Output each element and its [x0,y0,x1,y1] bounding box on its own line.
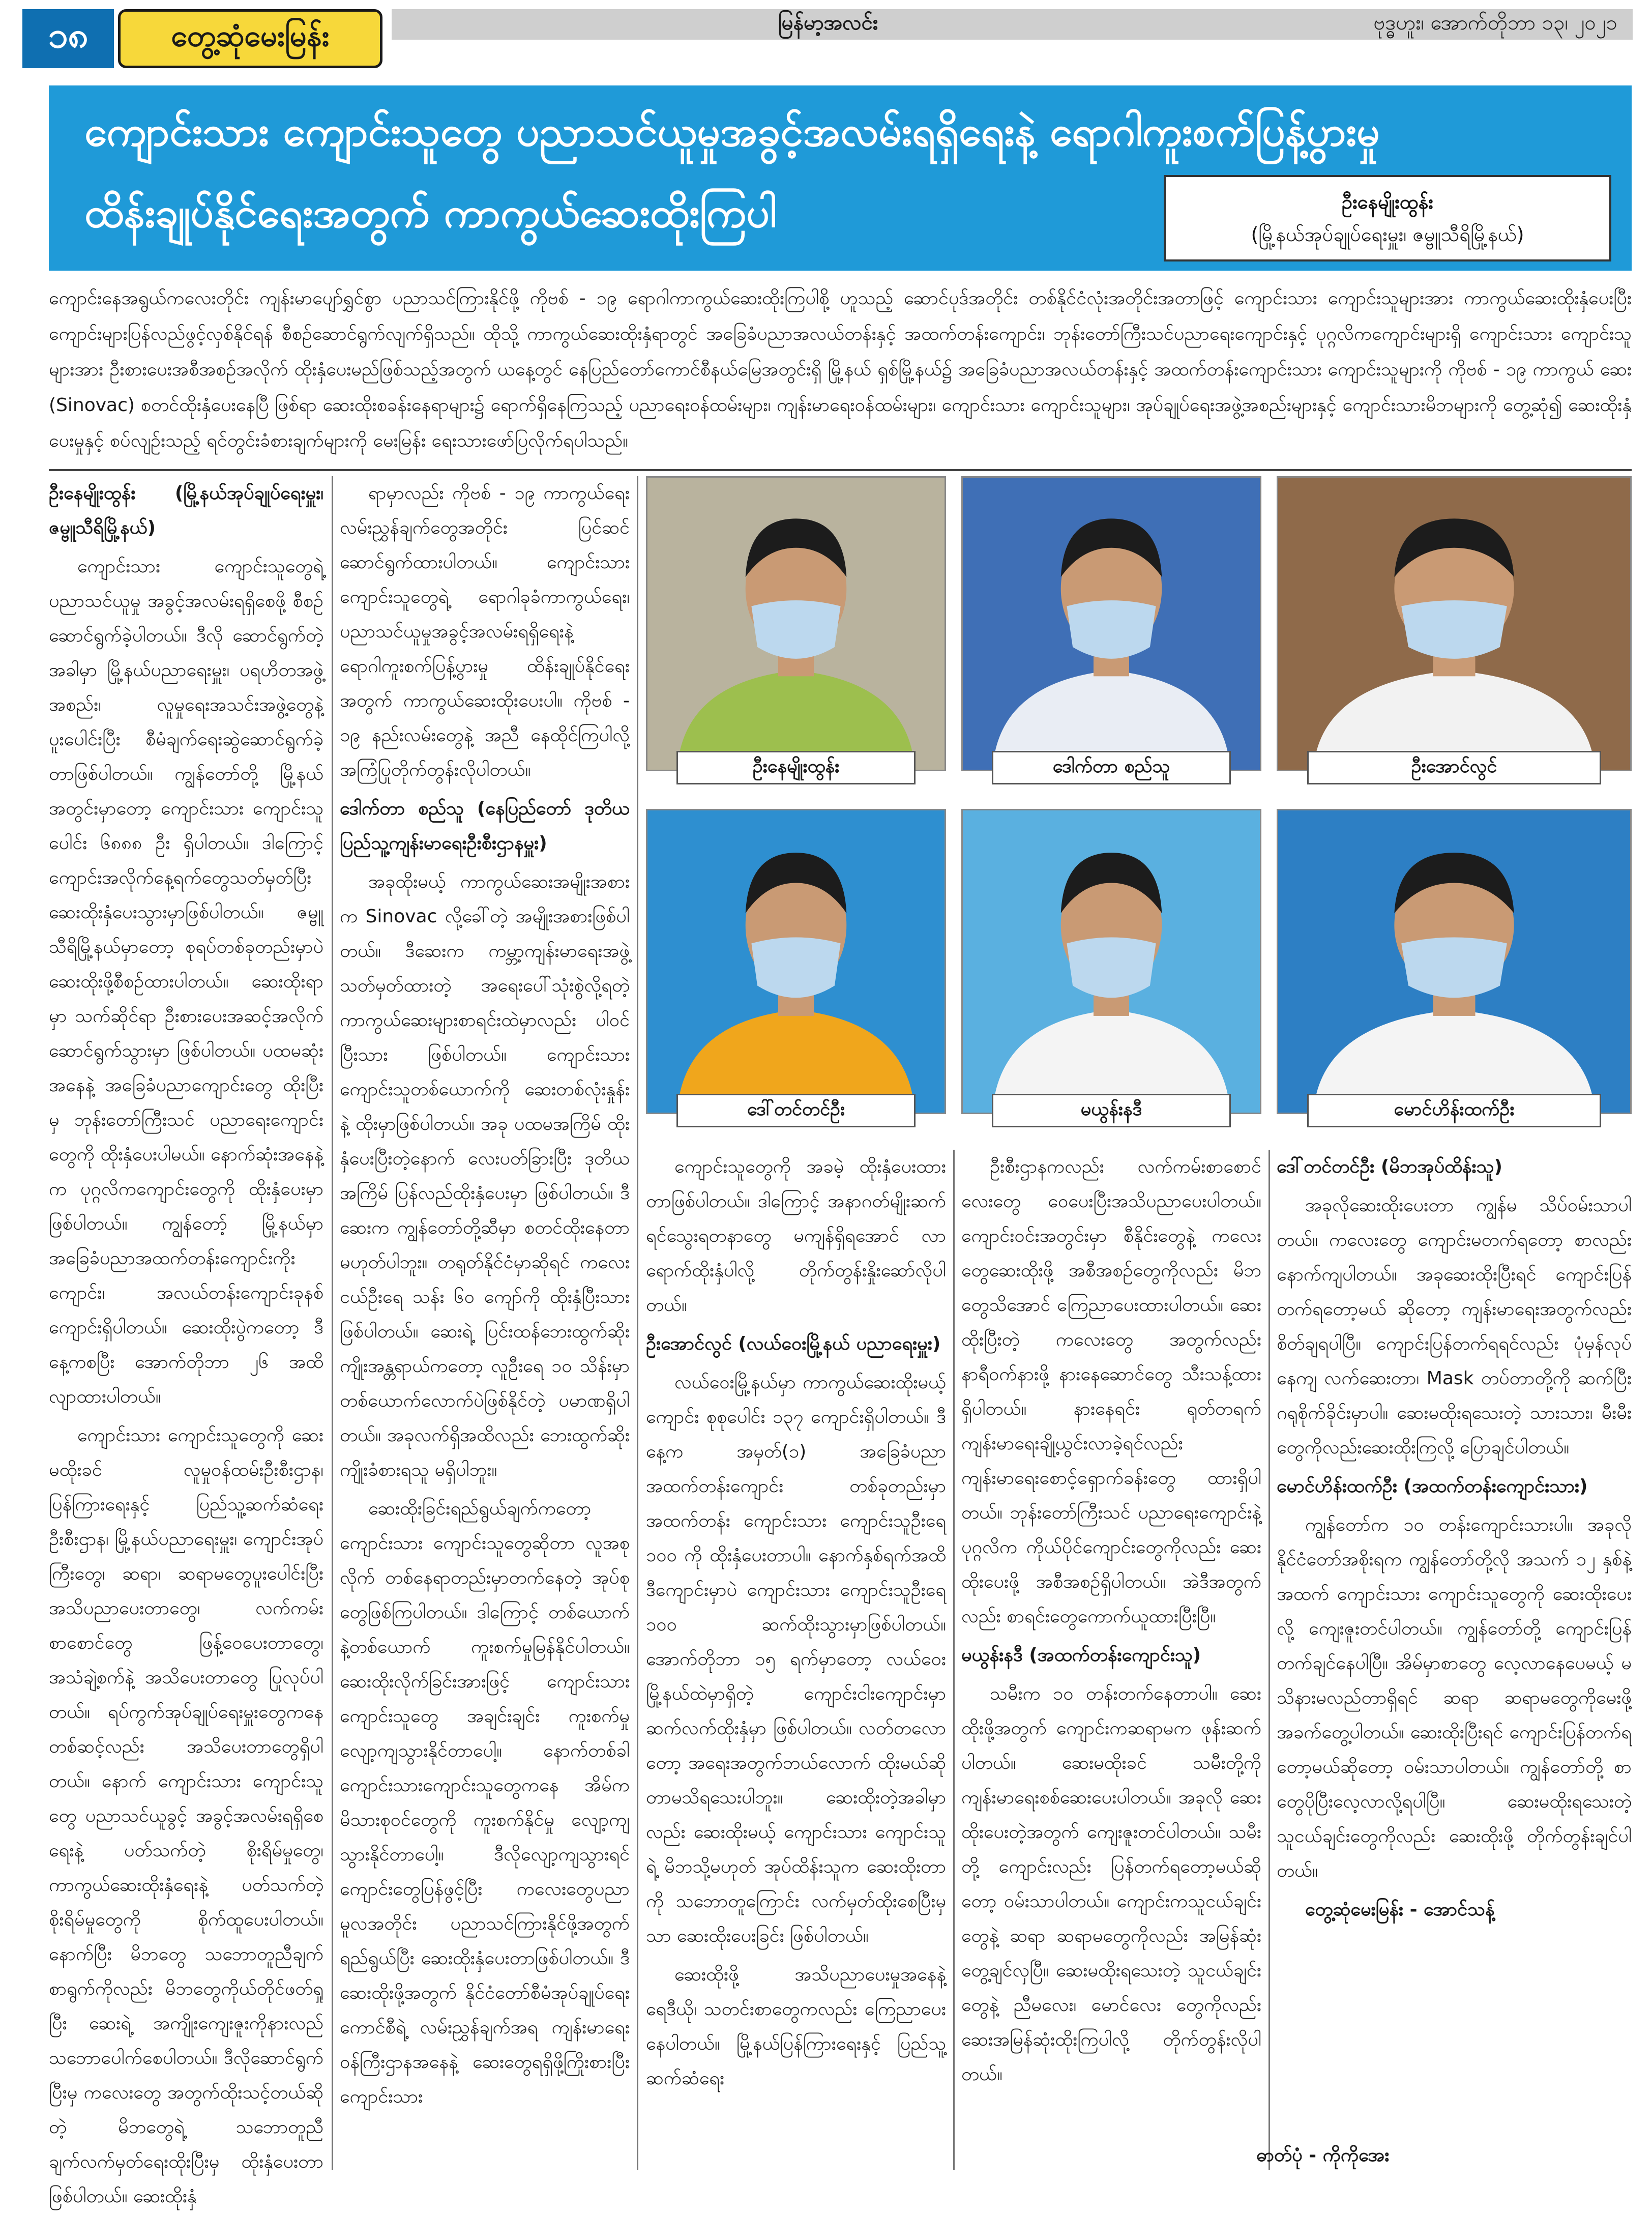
headline-box [49,85,1632,271]
paragraph: ဆေးထိုးခြင်းရည်ရွယ်ချက်ကတော့ ကျောင်းသား ကျောင်းသူတွေဆိုတာ လူအစုလိုက် တစ်နေရာတည်းမှာတက်နေတဲ့ အုပ်စုတွေဖြစ်ကြပါတယ်။ ဒါကြောင့် တစ်ယောက်နဲ့တစ်ယောက် ကူးစက်မှုမြန်နိုင်ပါတယ်။ ဆေးထိုးလိုက်ခြင်းအားဖြင့် ကျောင်းသား ကျောင်းသူတွေ အချင်းချင်း ကူးစက်မှု လျော့ကျသွားနိုင်တာပေါ့။ နောက်တစ်ခါ ကျောင်းသားကျောင်းသူတွေကနေ အိမ်ကမိသားစုဝင်တွေကို ကူးစက်နိုင်မှု လျော့ကျသွားနိုင်တာပေါ့။ ဒီလိုလျော့ကျသွားရင် ကျောင်းတွေပြန်ဖွင့်ပြီး ကလေးတွေပညာ မူလအတိုင်း ပညာသင်ကြားနိုင်ဖို့အတွက် ရည်ရွယ်ပြီး ဆေးထိုးနှံပေးတာဖြစ်ပါတယ်။ ဒီဆေးထိုးဖို့အတွက် နိုင်ငံတော်စီမံအုပ်ချုပ်ရေးကောင်စီရဲ့ လမ်းညွှန်ချက်အရ ကျန်းမာရေးဝန်ကြီးဌာနအနေနဲ့ ဆေးတွေရရှိဖို့ကြိုးစားပြီး ကျောင်းသား [340,1498,630,2107]
photo-caption: မောင်ဟိန်းထက်ဦး [1307,1094,1601,1127]
speaker-heading: ဦးနေမျိုးထွန်း (မြို့နယ်အုပ်ချုပ်ရေးမှူး၊ ဇမ္ဗူသီရိမြို့နယ်) [49,483,323,538]
photo-caption: ဦးအောင်လွင် [1307,751,1601,784]
portrait-photo [961,809,1261,1114]
column-divider [637,476,638,2170]
paragraph: ကျောင်းသား ကျောင်းသူတွေကို ဆေးမထိုးခင် လူမှုဝန်ထမ်းဦးစီးဌာန၊ ပြန်ကြားရေးနှင့် ပြည်သူ့ဆက်ဆံရေးဦးစီးဌာန၊ မြို့နယ်ပညာရေးမှူး၊ ကျောင်းအုပ်ကြီးတွေ၊ ဆရာ၊ ဆရာမတွေပူးပေါင်းပြီး အသိပညာပေးတာတွေ၊ လက်ကမ်းစာစောင်တွေ ဖြန့်ဝေပေးတာတွေ၊ အသံချဲ့စက်နဲ့ အသိပေးတာတွေ ပြုလုပ်ပါတယ်။ ရပ်ကွက်အုပ်ချုပ်ရေးမှူးတွေကနေတစ်ဆင့်လည်း အသိပေးတာတွေရှိပါတယ်။ နောက် ကျောင်းသား ကျောင်းသူတွေ ပညာသင်ယူခွင့် အခွင့်အလမ်းရရှိစေရေးနဲ့ ပတ်သက်တဲ့ စိုးရိမ်မှုတွေ၊ ကာကွယ်ဆေးထိုးနှံရေးနဲ့ ပတ်သက်တဲ့ စိုးရိမ်မှုတွေကို စိုက်ထူပေးပါတယ်။ နောက်ပြီး မိဘတွေ သဘောတူညီချက်စာရွက်ကိုလည်း မိဘတွေကိုယ်တိုင်ဖတ်ရှုပြီး ဆေးရဲ့ အကျိုးကျေးဇူးကိုနားလည် သဘောပေါက်စေပါတယ်။ ဒီလိုဆောင်ရွက်ပြီးမှ ကလေးတွေ အတွက်ထိုးသင့်တယ်ဆိုတဲ့ မိဘတွေရဲ့ သဘောတူညီချက်လက်မှတ်ရေးထိုးပြီးမှ ထိုးနှံပေးတာဖြစ်ပါတယ်။ ဆေးထိုးနှံ [49,1425,323,2207]
paragraph: ဦးစီးဌာနကလည်း လက်ကမ်းစာစောင်လေးတွေ ဝေပေးပြီးအသိပညာပေးပါတယ်။ ကျောင်းဝင်းအတွင်းမှာ စီနိုင်းတွေနဲ့ ကလေးတွေဆေးထိုးဖို့ အစီအစဉ်တွေကိုလည်း မိဘတွေသိအောင် ကြေညာပေးထားပါတယ်။ ဆေးထိုးပြီးတဲ့ ကလေးတွေ အတွက်လည်း နာရီဝက်နားဖို့ နားနေဆောင်တွေ သီးသန့်ထားရှိပါတယ်။ နားနေရင်း ရုတ်တရက် ကျန်းမာရေးချို့ယွင်းလာခဲ့ရင်လည်း ကျန်းမာရေးစောင့်ရှောက်ခန်းတွေ ထားရှိပါတယ်။ ဘုန်းတော်ကြီးသင် ပညာရေးကျောင်းနဲ့ ပုဂ္ဂလိက ကိုယ်ပိုင်ကျောင်းတွေကိုလည်း ဆေးထိုးပေးဖို့ အစီအစဉ်ရှိပါတယ်။ အဲဒီအတွက်လည်း စာရင်းတွေကောက်ယူထားပြီးပြီ။ [961,1156,1261,1627]
portrait-photo [646,809,946,1114]
issue-date: ဗုဒ္ဓဟူး၊ အောက်တိုဘာ ၁၃၊ ၂၀၂၁ [1373,11,1617,35]
portrait-photo [646,476,946,771]
paragraph: ဆေးထိုးဖို့ အသိပညာပေးမှုအနေနဲ့ ရေဒီယို၊ သတင်းစာတွေကလည်း ကြေညာပေးနေပါတယ်။ မြို့နယ်ပြန်ကြားရေးနှင့် ပြည်သူ့ဆက်ဆံရေး [646,1964,946,2089]
byline-name: ဦးနေမျိုးထွန်း [1342,191,1433,213]
intro-paragraph: ကျောင်းနေအရွယ်ကလေးတိုင်း ကျန်းမာပျော်ရွှင်စွာ ပညာသင်ကြားနိုင်ဖို့ ကိုဗစ် - ၁၉ ရောဂါကာကွယ်ဆေးထိုးကြပါစို့ ဟူသည့် ဆောင်ပုဒ်အတိုင်း တစ်နိုင်ငံလုံးအတိုင်းအတာဖြင့် ကျောင်းသား ကျောင်းသူများအား ကာကွယ်ဆေးထိုးနှံပေးပြီး ကျောင်းများပြန်လည်ဖွင့်လှစ်နိုင်ရန် စီစဉ်ဆောင်ရွက်လျက်ရှိသည်။ ထိုသို့ ကာကွယ်ဆေးထိုးနှံရာတွင် အခြေခံပညာအလယ်တန်းနှင့် အထက်တန်းကျောင်း၊ ဘုန်းတော်ကြီးသင်ပညာရေးကျောင်းနှင့် ပုဂ္ဂလိကကျောင်းများရှိ ကျောင်းသား ကျောင်းသူများအား ဦးစားပေးအစီအစဉ်အလိုက် ထိုးနှံပေးမည်ဖြစ်သည့်အတွက် ယနေ့တွင် နေပြည်တော်ကောင်စီနယ်မြေအတွင်းရှိ မြို့နယ် ရှစ်မြို့နယ်၌ အခြေခံပညာအလယ်တန်းနှင့် အထက်တန်းကျောင်းသား ကျောင်းသူများကို ကိုဗစ် - ၁၉ ကာကွယ် ဆေး (Sinovac) စတင်ထိုးနှံပေးနေပြီ ဖြစ်ရာ ဆေးထိုးစခန်းနေရာများ၌ ရောက်ရှိနေကြသည့် ပညာရေးဝန်ထမ်းများ၊ ကျန်းမာရေးဝန်ထမ်းများ၊ ကျောင်းသား ကျောင်းသူများ၊ အုပ်ချုပ်ရေးအဖွဲ့အစည်းများနှင့် ကျောင်းသားမိဘများကို တွေ့ဆုံ၍ ဆေးထိုးနှံပေးမှုနှင့် စပ်လျဉ်းသည့် ရင်တွင်းခံစားချက်များကို မေးမြန်း ရေးသားဖော်ပြလိုက်ရပါသည်။ [49,288,1632,451]
headline-line-2: ထိန်းချုပ်နိုင်ရေးအတွက် ကာကွယ်ဆေးထိုးကြပါ [84,189,777,237]
paragraph: သမီးက ၁၀ တန်းတက်နေတာပါ။ ဆေးထိုးဖို့အတွက် ကျောင်းကဆရာမက ဖုန်းဆက်ပါတယ်။ ဆေးမထိုးခင် သမီးတို့ကို ကျန်းမာရေးစစ်ဆေးပေးပါတယ်။ အခုလို ဆေးထိုးပေးတဲ့အတွက် ကျေးဇူးတင်ပါတယ်။ သမီးတို့ ကျောင်းလည်း ပြန်တက်ရတော့မယ်ဆိုတော့ ဝမ်းသာပါတယ်။ ကျောင်းကသူငယ်ချင်းတွေနဲ့ ဆရာ ဆရာမတွေကိုလည်း အမြန်ဆုံးတွေ့ချင်လှပြီ။ ဆေးမထိုးရသေးတဲ့ သူငယ်ချင်းတွေနဲ့ ညီမလေး၊ မောင်လေး တွေကိုလည်း ဆေးအမြန်ဆုံးထိုးကြပါလို့ တိုက်တွန်းလိုပါတယ်။ [961,1683,1261,2085]
photo-caption: ဒေါက်တာ စည်သူ [992,751,1231,784]
paragraph: ရာမှာလည်း ကိုဗစ် - ၁၉ ကာကွယ်ရေး လမ်းညွှန်ချက်တွေအတိုင်း ပြင်ဆင်ဆောင်ရွက်ထားပါတယ်။ ကျောင်းသား ကျောင်းသူတွေရဲ့ ရောဂါခုခံကာကွယ်ရေး၊ ပညာသင်ယူမှုအခွင့်အလမ်းရရှိရေးနဲ့ ရောဂါကူးစက်ပြန့်ပွားမှု ထိန်းချုပ်နိုင်ရေးအတွက် ကာကွယ်ဆေးထိုးပေးပါ။ ကိုဗစ် - ၁၉ နည်းလမ်းတွေနဲ့ အညီ နေထိုင်ကြပါလို့ အကြံပြုတိုက်တွန်းလိုပါတယ်။ [340,483,630,780]
portrait-photo [961,476,1261,771]
photo-caption: မယွန်းနဒီ [992,1094,1231,1127]
column-2 [340,476,630,2175]
masthead-bar [392,9,1633,40]
paragraph: ကျွန်တော်က ၁၀ တန်းကျောင်းသားပါ။ အခုလိုနိုင်ငံတော်အစိုးရက ကျွန်တော်တို့လို အသက် ၁၂ နှစ်နဲ့အထက် ကျောင်းသား ကျောင်းသူတွေကို ဆေးထိုးပေးလို့ ကျေးဇူးတင်ပါတယ်။ ကျွန်တော်တို့ ကျောင်းပြန်တက်ချင်နေပါပြီ။ အိမ်မှာစာတွေ လေ့လာနေပေမယ့် မသိနားမလည်တာရှိရင် ဆရာ ဆရာမတွေကိုမေးဖို့ အခက်တွေ့ပါတယ်။ ဆေးထိုးပြီးရင် ကျောင်းပြန်တက်ရတော့မယ်ဆိုတော့ ဝမ်းသာပါတယ်။ ကျွန်တော်တို့ စာတွေပိုပြီးလေ့လာလို့ရပါပြီ။ ဆေးမထိုးရသေးတဲ့သူငယ်ချင်းတွေကိုလည်း ဆေးထိုးဖို့ တိုက်တွန်းချင်ပါတယ်။ [1277,1514,1632,1881]
speaker-heading: ဒေါက်တာ စည်သူ (နေပြည်တော် ဒုတိယ ပြည်သူ့ကျန်းမာရေးဦးစီးဌာနမှူး) [340,798,630,854]
speaker-heading: မယွန်းနဒီ (အထက်တန်းကျောင်းသူ) [961,1645,1201,1666]
intro-divider [49,469,1632,471]
column-3 [646,1150,946,2172]
column-4 [961,1150,1261,2172]
paragraph: လယ်ဝေးမြို့နယ်မှာ ကာကွယ်ဆေးထိုးမယ့်ကျောင်း စုစုပေါင်း ၁၃၇ ကျောင်းရှိပါတယ်။ ဒီနေ့က အမှတ်(၁) အခြေခံပညာအထက်တန်းကျောင်း တစ်ခုတည်းမှာ အထက်တန်း ကျောင်းသား ကျောင်းသူဦးရေ ၁၀၀ ကို ထိုးနှံပေးတာပါ။ နောက်နှစ်ရက်အထိ ဒီကျောင်းမှာပဲ ကျောင်းသား ကျောင်းသူဦးရေ ၁၀၀ ဆက်ထိုးသွားမှာဖြစ်ပါတယ်။ အောက်တိုဘာ ၁၅ ရက်မှာတော့ လယ်ဝေးမြို့နယ်ထဲမှာရှိတဲ့ ကျောင်းငါးကျောင်းမှာ ဆက်လက်ထိုးနှံမှာ ဖြစ်ပါတယ်။ လတ်တလောတော့ အရေးအတွက်ဘယ်လောက် ထိုးမယ်ဆိုတာမသိရသေးပါဘူး။ ဆေးထိုးတဲ့အခါမှာလည်း ဆေးထိုးမယ့် ကျောင်းသား ကျောင်းသူရဲ့ မိဘသို့မဟုတ် အုပ်ထိန်းသူက ဆေးထိုးတာကို သဘောတူကြောင်း လက်မှတ်ထိုးစေပြီးမှသာ ဆေးထိုးပေးခြင်း ဖြစ်ပါတယ်။ [646,1372,946,1946]
speaker-heading: ဒေါ်တင်တင်ဦး (မိဘအုပ်ထိန်းသူ) [1277,1156,1502,1177]
byline-box [1164,175,1611,261]
column-divider [332,476,333,2170]
column-5 [1277,1150,1632,2139]
column-divider [1268,1150,1270,2170]
photo-credit: ဓာတ်ပုံ - ကိုကိုအေး [1256,2145,1390,2166]
interview-credit: တွေ့ဆုံမေးမြန်း - အောင်သန့် [1305,1899,1495,1920]
photo-caption: ဒေါ်တင်တင်ဦး [676,1094,916,1127]
photo-caption: ဦးနေမျိုးထွန်း [676,751,916,784]
paragraph: ကျောင်းသူတွေကို အခမဲ့ ထိုးနှံပေးထားတာဖြစ်ပါတယ်။ ဒါကြောင့် အနာဂတ်မျိုးဆက်ရင်သွေးရတနာတွေ မကျန်ရှိရအောင် လာရောက်ထိုးနှံပါလို့ တိုက်တွန်းနှိုးဆော်လိုပါတယ်။ [646,1156,946,1316]
portrait-photo [1277,809,1632,1114]
portrait-photo [1277,476,1632,771]
column-divider [953,1150,955,2170]
byline-title: (မြို့နယ်အုပ်ချုပ်ရေးမှူး၊ ဇမ္ဗူသီရိမြို့နယ်) [1251,223,1524,246]
column-1 [49,476,323,2207]
paragraph: ကျောင်းသား ကျောင်းသူတွေရဲ့ ပညာသင်ယူမှု အခွင့်အလမ်းရရှိစေဖို့ စီစဉ်ဆောင်ရွက်ခဲ့ပါတယ်။ ဒီလို ဆောင်ရွက်တဲ့အခါမှာ မြို့နယ်ပညာရေးမှူး၊ ပရဟိတအဖွဲ့အစည်း၊ လူမှုရေးအသင်းအဖွဲ့တွေနဲ့ ပူးပေါင်းပြီး စီမံချက်ရေးဆွဲဆောင်ရွက်ခဲ့တာဖြစ်ပါတယ်။ ကျွန်တော်တို့ မြို့နယ်အတွင်းမှာတော့ ကျောင်းသား ကျောင်းသူပေါင်း ၆၈၈၈ ဦး ရှိပါတယ်။ ဒါကြောင့် ကျောင်းအလိုက်နေ့ရက်တွေသတ်မှတ်ပြီး ဆေးထိုးနှံပေးသွားမှာဖြစ်ပါတယ်။ ဇမ္ဗူသီရိမြို့နယ်မှာတော့ စုရပ်တစ်ခုတည်းမှာပဲ ဆေးထိုးဖို့စီစဉ်ထားပါတယ်။ ဆေးထိုးရာမှာ သက်ဆိုင်ရာ ဦးစားပေးအဆင့်အလိုက် ဆောင်ရွက်သွားမှာ ဖြစ်ပါတယ်။ ပထမဆုံးအနေနဲ့ အခြေခံပညာကျောင်းတွေ ထိုးပြီးမှ ဘုန်းတော်ကြီးသင် ပညာရေးကျောင်းတွေကို ထိုးနှံပေးပါမယ်။ နောက်ဆုံးအနေနဲ့က ပုဂ္ဂလိကကျောင်းတွေကို ထိုးနှံပေးမှာ ဖြစ်ပါတယ်။ ကျွန်တော့် မြို့နယ်မှာ အခြေခံပညာအထက်တန်းကျောင်းကိုးကျောင်း၊ အလယ်တန်းကျောင်းခုနစ်ကျောင်းရှိပါတယ်။ ဆေးထိုးပွဲကတော့ ဒီနေ့ကစပြီး အောက်တိုဘာ ၂၆ အထိ လျာထားပါတယ်။ [49,556,323,1407]
section-tag: တွေ့ဆုံမေးမြန်း [118,9,382,68]
page-number: ၁၈ [22,9,114,68]
newspaper-name: မြန်မာ့အလင်း [778,11,878,35]
paragraph: အခုလိုဆေးထိုးပေးတာ ကျွန်မ သိပ်ဝမ်းသာပါတယ်။ ကလေးတွေ ကျောင်းမတက်ရတော့ စာလည်း နောက်ကျပါတယ်။ အခုဆေးထိုးပြီးရင် ကျောင်းပြန်တက်ရတော့မယ် ဆိုတော့ ကျန်းမာရေးအတွက်လည်း စိတ်ချရပါပြီ။ ကျောင်းပြန်တက်ရရင်လည်း ပုံမှန်လုပ်နေကျ လက်ဆေးတာ၊ Mask တပ်တာတို့ကို ဆက်ပြီး ဂရုစိုက်ခိုင်းမှာပါ။ ဆေးမထိုးရသေးတဲ့ သားသား၊ မီးမီးတွေကိုလည်းဆေးထိုးကြလို့ ပြောချင်ပါတယ်။ [1277,1195,1632,1458]
speaker-heading: ဦးအောင်လွင် (လယ်ဝေးမြို့နယ် ပညာရေးမှူး) [646,1333,941,1354]
headline-line-1: ကျောင်းသား ကျောင်းသူတွေ ပညာသင်ယူမှုအခွင့်အလမ်းရရှိရေးနဲ့ ရောဂါကူးစက်ပြန့်ပွားမှု [84,108,1380,155]
paragraph: အခုထိုးမယ့် ကာကွယ်ဆေးအမျိုးအစားက Sinovac လို့ခေါ်တဲ့ အမျိုးအစားဖြစ်ပါတယ်။ ဒီဆေးက ကမ္ဘာ့ကျန်းမာရေးအဖွဲ့သတ်မှတ်ထားတဲ့ အရေးပေါ်သုံးစွဲလို့ရတဲ့ ကာကွယ်ဆေးများစာရင်းထဲမှာလည်း ပါဝင်ပြီးသား ဖြစ်ပါတယ်။ ကျောင်းသား ကျောင်းသူတစ်ယောက်ကို ဆေးတစ်လုံးနှုန်းနဲ့ ထိုးမှာဖြစ်ပါတယ်။ အခု ပထမအကြိမ် ထိုးနှံပေးပြီးတဲ့နောက် လေးပတ်ခြားပြီး ဒုတိယအကြိမ် ပြန်လည်ထိုးနှံပေးမှာ ဖြစ်ပါတယ်။ ဒီဆေးက ကျွန်တော်တို့ဆီမှာ စတင်ထိုးနေတာမဟုတ်ပါဘူး။ တရုတ်နိုင်ငံမှာဆိုရင် ကလေးငယ်ဦးရေ သန်း ၆၀ ကျော်ကို ထိုးနှံပြီးသားဖြစ်ပါတယ်။ ဆေးရဲ့ ပြင်းထန်ဘေးထွက်ဆိုးကျိုးအန္တရာယ်ကတော့ လူဦးရေ ၁၀ သိန်းမှာ တစ်ယောက်လောက်ပဲဖြစ်နိုင်တဲ့ ပမာဏရှိပါတယ်။ အခုလက်ရှိအထိလည်း ဘေးထွက်ဆိုးကျိုးခံစားရသူ မရှိပါဘူး။ [340,871,630,1480]
speaker-heading: မောင်ဟိန်းထက်ဦး (အထက်တန်းကျောင်းသား) [1277,1476,1588,1497]
